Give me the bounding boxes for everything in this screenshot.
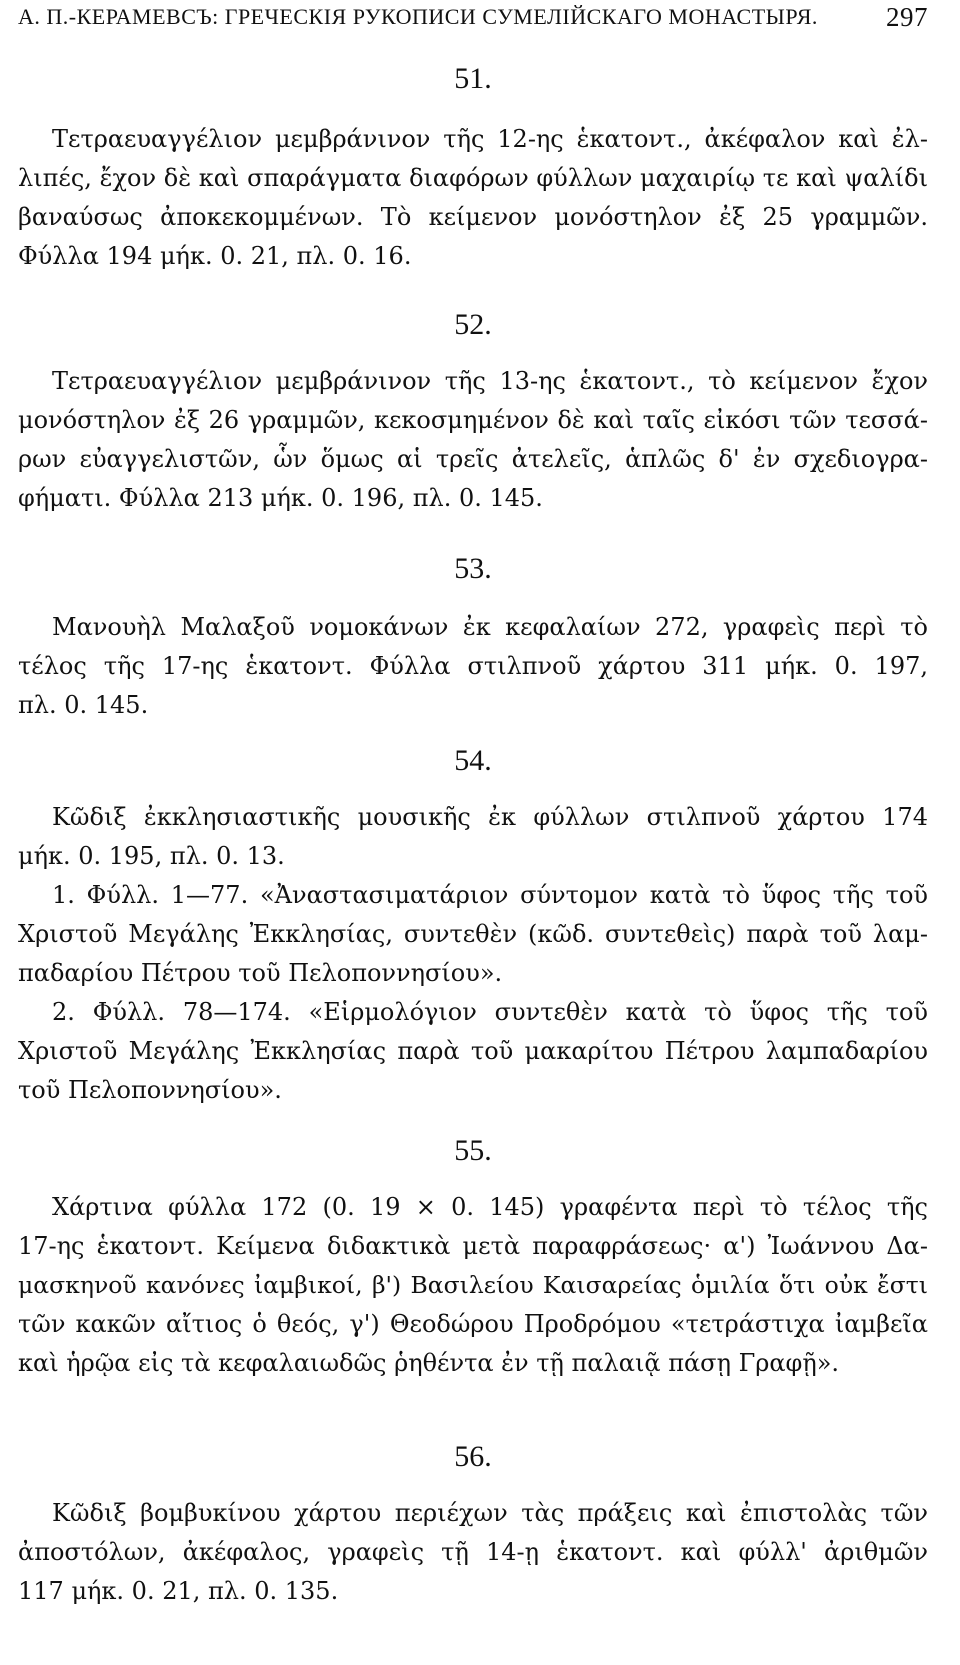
text-line: παδαρίου Πέτρου τοῦ Πελοποννησίου». [18, 959, 503, 987]
text-line: Κῶδιξ βομβυκίνου χάρτου περιέχων τὰς πράξεις καὶ ἐπιστολὰς τῶν [52, 1499, 928, 1527]
text-line: ἀποστόλων, ἀκέφαλος, γραφεὶς τῇ 14-ῃ ἑκατοντ. καὶ φύλλ' ἀριθμῶν [18, 1538, 928, 1566]
text-line: τέλος τῆς 17-ης ἑκατοντ. Φύλλα στιλπνοῦ χάρτου 311 μήκ. 0. 197, [18, 652, 928, 680]
running-head [18, 4, 928, 38]
entry-body-55 [18, 1188, 928, 1383]
text-line: Χριστοῦ Μεγάλης Ἐκκλησίας παρὰ τοῦ μακαρίτου Πέτρου λαμπαδαρίου [18, 1037, 928, 1065]
text-line: 2. Φύλλ. 78—174. «Εἱρμολόγιον συντεθὲν κατὰ τὸ ὕφος τῆς τοῦ [52, 998, 928, 1026]
text-line: 1. Φύλλ. 1—77. «Ἀναστασιματάριον σύντομον κατὰ τὸ ὕφος τῆς τοῦ [52, 881, 928, 909]
text-line: μασκηνοῦ κανόνες ἰαμβικοί, β') Βασιλείου Καισαρείας ὁμιλία ὅτι οὐκ ἔστι [18, 1271, 928, 1299]
entry-number-53: 53. [454, 552, 492, 585]
entry-body-56 [18, 1494, 928, 1611]
text-line: βαναύσως ἀποκεκομμένων. Τὸ κείμενον μονόστηλον ἐξ 25 γραμμῶν. [18, 203, 928, 231]
text-line: 117 μήκ. 0. 21, πλ. 0. 135. [18, 1577, 339, 1605]
entry-body-53 [18, 608, 928, 725]
text-line: Τετραευαγγέλιον μεμβράνινον τῆς 13-ης ἑκατοντ., τὸ κείμενον ἔχον [52, 367, 928, 395]
page-number: 297 [886, 2, 928, 32]
text-line: τῶν κακῶν αἴτιος ὁ θεός, γ') Θεοδώρου Προδρόμου «τετράστιχα ἰαμβεῖα [18, 1310, 928, 1338]
text-line: πλ. 0. 145. [18, 691, 149, 719]
running-head-title: А. П.-КЕРАМЕВСЪ: ГРЕЧЕСКІЯ РУКОПИСИ СУМЕЛІЙСКАГО МОНАСТЫРЯ. [18, 4, 818, 29]
text-line: μονόστηλον ἐξ 26 γραμμῶν, κεκοσμημένον δὲ καὶ ταῖς εἰκόσι τῶν τεσσά- [18, 406, 928, 434]
text-line: φήματι. Φύλλα 213 μήκ. 0. 196, πλ. 0. 145. [18, 484, 543, 512]
text-line: Χάρτινα φύλλα 172 (0. 19 × 0. 145) γραφέντα περὶ τὸ τέλος τῆς [52, 1193, 928, 1221]
text-line: καὶ ἡρῷα εἰς τὰ κεφαλαιωδῶς ῥηθέντα ἐν τῇ παλαιᾷ πάσῃ Γραφῇ». [18, 1349, 840, 1377]
text-line: τοῦ Πελοποννησίου». [18, 1076, 282, 1104]
entry-number-56: 56. [454, 1440, 492, 1473]
text-line: μήκ. 0. 195, πλ. 0. 13. [18, 842, 285, 870]
entry-body-51 [18, 120, 928, 276]
text-line: Τετραευαγγέλιον μεμβράνινον τῆς 12-ης ἑκατοντ., ἀκέφαλον καὶ ἐλ- [52, 125, 928, 153]
entry-body-54 [18, 798, 928, 1110]
entry-number-51: 51. [454, 62, 492, 95]
text-line: Χριστοῦ Μεγάλης Ἐκκλησίας, συντεθὲν (κῶδ. συντεθεὶς) παρὰ τοῦ λαμ- [18, 920, 928, 948]
text-line: ρων εὐαγγελιστῶν, ὧν ὅμως αἱ τρεῖς ἀτελεῖς, ἁπλῶς δ' ἐν σχεδιογρα- [18, 445, 928, 473]
entry-number-52: 52. [454, 308, 492, 341]
text-line: λιπές, ἔχον δὲ καὶ σπαράγματα διαφόρων φύλλων μαχαιρίῳ τε καὶ ψαλίδι [18, 164, 928, 192]
text-line: 17-ης ἑκατοντ. Κείμενα διδακτικὰ μετὰ παραφράσεως· α') Ἰωάννου Δα- [18, 1232, 928, 1260]
entry-body-52 [18, 362, 928, 518]
text-line: Κῶδιξ ἐκκλησιαστικῆς μουσικῆς ἐκ φύλλων στιλπνοῦ χάρτου 174 [52, 803, 928, 831]
text-line: Μανουὴλ Μαλαξοῦ νομοκάνων ἐκ κεφαλαίων 272, γραφεὶς περὶ τὸ [52, 613, 928, 641]
text-line: Φύλλα 194 μήκ. 0. 21, πλ. 0. 16. [18, 242, 412, 270]
document-page [18, 0, 928, 1665]
entry-number-54: 54. [454, 744, 492, 777]
entry-number-55: 55. [454, 1134, 492, 1167]
